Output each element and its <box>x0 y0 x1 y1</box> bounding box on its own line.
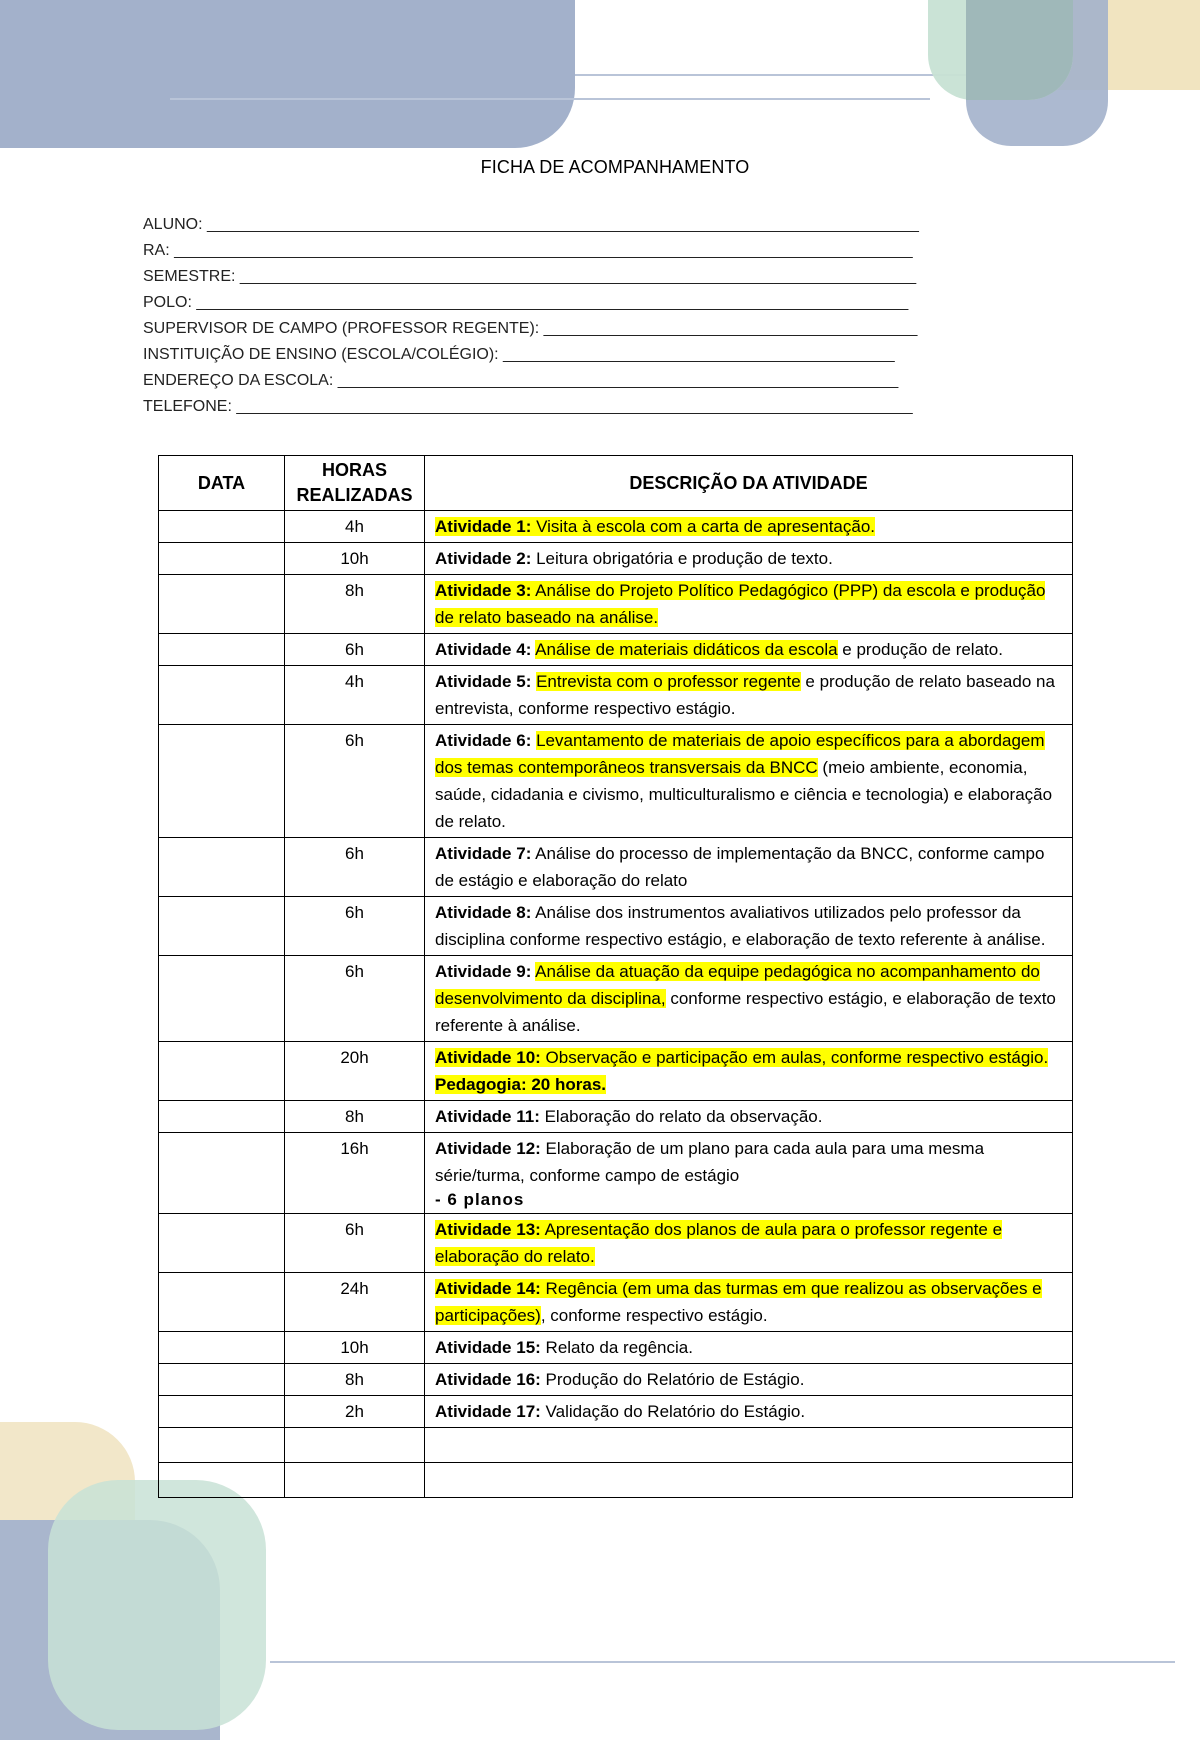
cell-horas: 10h <box>285 1332 425 1364</box>
table-row <box>159 1463 1073 1498</box>
cell-descricao <box>425 1396 1073 1428</box>
activity-label: Atividade 4: <box>435 640 532 659</box>
cell-descricao <box>425 897 1073 956</box>
cell-horas: 4h <box>285 511 425 543</box>
table-row <box>159 1396 1073 1428</box>
cell-descricao <box>425 1364 1073 1396</box>
table-row <box>159 1428 1073 1463</box>
decorative-line <box>270 1661 1175 1663</box>
cell-data[interactable] <box>159 838 285 897</box>
cell-horas: 10h <box>285 543 425 575</box>
cell-data[interactable] <box>159 956 285 1042</box>
cell-data[interactable] <box>159 1214 285 1273</box>
activity-text: Leitura obrigatória e produção de texto. <box>531 549 833 568</box>
table-header-row <box>159 456 1073 511</box>
activity-label: Atividade 14: <box>435 1279 541 1298</box>
cell-horas <box>285 1463 425 1498</box>
cell-data[interactable] <box>159 1396 285 1428</box>
table-body <box>159 511 1073 1498</box>
field-instituicao[interactable]: INSTITUIÇÃO DE ENSINO (ESCOLA/COLÉGIO): ____________________________________________ <box>143 346 895 363</box>
cell-descricao <box>425 838 1073 897</box>
cell-horas: 8h <box>285 575 425 634</box>
student-info-fields <box>143 212 1103 420</box>
header-descricao: DESCRIÇÃO DA ATIVIDADE <box>425 456 1073 511</box>
activity-text: Análise de materiais didáticos da escola <box>535 640 838 659</box>
cell-data[interactable] <box>159 1463 285 1498</box>
table-row <box>159 897 1073 956</box>
cell-descricao <box>425 1428 1073 1463</box>
table-row <box>159 575 1073 634</box>
activity-text: Validação do Relatório do Estágio. <box>540 1402 806 1421</box>
field-ra[interactable]: RA: ___________________________________________________________________________________ <box>143 242 913 259</box>
field-telefone[interactable]: TELEFONE: ____________________________________________________________________________ <box>143 398 913 415</box>
activity-label: Atividade 5: <box>435 672 532 691</box>
table-row <box>159 838 1073 897</box>
activity-text: Elaboração do relato da observação. <box>539 1107 823 1126</box>
cell-data[interactable] <box>159 1364 285 1396</box>
cell-descricao <box>425 1463 1073 1498</box>
table-row <box>159 543 1073 575</box>
cell-data[interactable] <box>159 725 285 838</box>
activity-text: , conforme respectivo estágio. <box>540 1306 768 1325</box>
activity-text: Análise do processo de implementação da BNCC, conforme campo de estágio e elaboração do relato <box>435 844 1045 890</box>
cell-horas: 6h <box>285 956 425 1042</box>
cell-data[interactable] <box>159 1101 285 1133</box>
cell-horas: 6h <box>285 1214 425 1273</box>
decorative-shape-overlap <box>966 0 1073 100</box>
table-row <box>159 511 1073 543</box>
activity-text: e produção de relato baseado na entrevista, conforme respectivo estágio. <box>435 672 1055 718</box>
activity-label: Atividade 12: <box>435 1139 541 1158</box>
field-endereco[interactable]: ENDEREÇO DA ESCOLA: _______________________________________________________________ <box>143 372 899 389</box>
decorative-corner-shape <box>0 0 575 148</box>
table-row <box>159 1042 1073 1101</box>
activity-text: conforme respectivo estágio, e elaboração de texto referente à análise. <box>435 989 1056 1035</box>
cell-horas: 8h <box>285 1364 425 1396</box>
activity-text: Análise do Projeto Político Pedagógico (PPP) da escola e produção de relato baseado na análise. <box>435 581 1046 627</box>
cell-descricao <box>425 1101 1073 1133</box>
document-title: FICHA DE ACOMPANHAMENTO <box>480 157 750 177</box>
table-row <box>159 1133 1073 1214</box>
cell-descricao <box>425 511 1073 543</box>
activity-label: Atividade 7: <box>435 844 532 863</box>
cell-data[interactable] <box>159 1332 285 1364</box>
cell-data[interactable] <box>159 634 285 666</box>
activity-label: Pedagogia: 20 horas. <box>435 1075 606 1094</box>
table-row <box>159 634 1073 666</box>
activity-label: Atividade 10: <box>435 1048 541 1067</box>
table-row <box>159 956 1073 1042</box>
activity-text: Relato da regência. <box>540 1338 693 1357</box>
activity-label: Atividade 1: <box>435 517 532 536</box>
activity-text: Análise da atuação da equipe pedagógica no acompanhamento do desenvolvimento da disciplina, <box>435 962 1040 1008</box>
cell-descricao <box>425 1214 1073 1273</box>
activity-label: Atividade 15: <box>435 1338 541 1357</box>
table-row <box>159 725 1073 838</box>
cell-data[interactable] <box>159 666 285 725</box>
field-aluno[interactable]: ALUNO: ________________________________________________________________________________ <box>143 216 919 233</box>
header-horas: HORAS REALIZADAS <box>285 456 425 511</box>
cell-descricao <box>425 1042 1073 1101</box>
cell-horas: 6h <box>285 634 425 666</box>
cell-horas: 20h <box>285 1042 425 1101</box>
activity-label: Atividade 2: <box>435 549 532 568</box>
cell-data[interactable] <box>159 543 285 575</box>
table-row <box>159 1332 1073 1364</box>
cell-data[interactable] <box>159 1273 285 1332</box>
cell-horas: 6h <box>285 897 425 956</box>
activity-label: Atividade 17: <box>435 1402 541 1421</box>
decorative-line <box>170 98 930 100</box>
cell-descricao <box>425 1273 1073 1332</box>
table-row <box>159 1101 1073 1133</box>
activity-text: Levantamento de materiais de apoio específicos para a abordagem dos temas contemporâneos transversais da BNCC <box>435 731 1045 777</box>
cell-descricao <box>425 666 1073 725</box>
activity-label: Atividade 11: <box>435 1107 540 1126</box>
cell-horas: 24h <box>285 1273 425 1332</box>
activity-text: Observação e participação em aulas, conforme respectivo estágio. <box>540 1048 1049 1067</box>
activity-text: Produção do Relatório de Estágio. <box>540 1370 805 1389</box>
activity-label: Atividade 13: <box>435 1220 541 1239</box>
cell-descricao <box>425 725 1073 838</box>
cell-descricao <box>425 543 1073 575</box>
activity-text: Entrevista com o professor regente <box>536 672 801 691</box>
table-row <box>159 666 1073 725</box>
activity-label: Atividade 16: <box>435 1370 541 1389</box>
activities-table <box>158 455 1073 1498</box>
cell-data[interactable] <box>159 511 285 543</box>
activity-text: Regência (em uma das turmas em que realizou as observações e participações) <box>435 1279 1042 1325</box>
activity-text: Análise dos instrumentos avaliativos utilizados pelo professor da disciplina conforme respectivo estágio, e elaboração de texto referente à análise. <box>435 903 1046 949</box>
cell-data[interactable] <box>159 1428 285 1463</box>
cell-descricao <box>425 634 1073 666</box>
cell-horas: 4h <box>285 666 425 725</box>
field-supervisor[interactable]: SUPERVISOR DE CAMPO (PROFESSOR REGENTE): __________________________________________ <box>143 320 918 337</box>
field-semestre[interactable]: SEMESTRE: ____________________________________________________________________________ <box>143 268 917 285</box>
cell-horas: 16h <box>285 1133 425 1214</box>
activity-label: Atividade 9: <box>435 962 532 981</box>
activity-text: Apresentação dos planos de aula para o professor regente e elaboração do relato. <box>435 1220 1003 1266</box>
cell-descricao <box>425 956 1073 1042</box>
cell-horas: 8h <box>285 1101 425 1133</box>
cell-data[interactable] <box>159 897 285 956</box>
activity-note: - 6 planos <box>435 1190 525 1209</box>
cell-data[interactable] <box>159 1042 285 1101</box>
table-row <box>159 1364 1073 1396</box>
field-polo[interactable]: POLO: ________________________________________________________________________________ <box>143 294 909 311</box>
header-data: DATA <box>159 456 285 511</box>
cell-descricao <box>425 1133 1073 1214</box>
activity-label: Atividade 6: <box>435 731 532 750</box>
activity-text: e produção de relato. <box>837 640 1003 659</box>
table-row <box>159 1273 1073 1332</box>
cell-descricao <box>425 1332 1073 1364</box>
table-row <box>159 1214 1073 1273</box>
cell-horas: 2h <box>285 1396 425 1428</box>
cell-data[interactable] <box>159 1133 285 1214</box>
activity-text: (meio ambiente, economia, saúde, cidadania e civismo, multiculturalismo e ciência e tecnologia) e elaboração de relato. <box>435 758 1053 831</box>
cell-horas: 6h <box>285 838 425 897</box>
cell-data[interactable] <box>159 575 285 634</box>
activity-text: Visita à escola com a carta de apresentação. <box>531 517 876 536</box>
decorative-shape-green <box>48 1480 266 1730</box>
cell-horas <box>285 1428 425 1463</box>
activity-text: Elaboração de um plano para cada aula para uma mesma série/turma, conforme campo de estágio <box>435 1139 985 1185</box>
cell-descricao <box>425 575 1073 634</box>
activity-label: Atividade 8: <box>435 903 532 922</box>
cell-horas: 6h <box>285 725 425 838</box>
activity-label: Atividade 3: <box>435 581 532 600</box>
